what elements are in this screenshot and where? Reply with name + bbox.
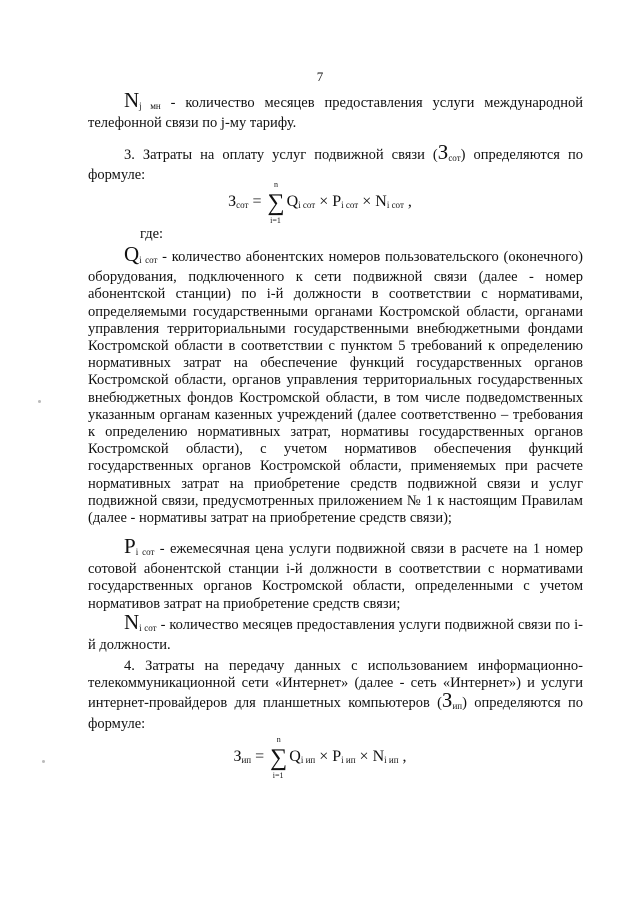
- definition-text: - количество месяцев предоставления услуги подвижной связи по i-й должности.: [88, 617, 584, 654]
- page-number: 7: [316, 69, 324, 84]
- formula-tail: ,: [398, 748, 407, 765]
- symbol-q-subscript: i сот: [139, 255, 158, 265]
- paragraph-text: 3. Затраты на оплату услуг подвижной связи (: [124, 147, 438, 163]
- formula-tail: ,: [403, 193, 412, 210]
- sum-lower-limit: i=1: [270, 216, 281, 225]
- symbol-z-subscript: сот: [448, 153, 461, 163]
- sum-upper-limit: n: [274, 180, 279, 189]
- definition-text: - ежемесячная цена услуги подвижной связи в расчете на 1 номер сотовой абонентской станции i-й должности в соответствии с нормативами государственных органов Костромской области, определенными с учетом нормативов затрат на приобретение средств связи;: [88, 541, 583, 612]
- definition-text: - количество абонентских номеров пользовательского (оконечного) оборудования, подключенного к сети подвижной связи (далее - номер абонентской станции) по i-й должности в соответствии с нормативами, определяемыми государственными органами Костромской области, органами управления территориальными государственными внебюджетными фондами Костромской области в соответствии с пунктом 5 требований к определению нормативных затрат на обеспечение функций государственных органов Костромской области, органов управления территориальных государственных внебюджетных фондов Костромской области, в том числе подведомственных указанным органам казенных учреждений (далее соответственно – требования к определению нормативных затрат, нормативы государственных органов Костромской области), с учетом нормативов обеспечения функций государственных органов Костромской области, применяемых при расчете нормативных затрат на приобретение средств подвижной связи и услуг подвижной связи, предусмотренных приложением № 1 к настоящим Правилам (далее - нормативы затрат на приобретение средств связи);: [88, 249, 583, 527]
- formula-times: ×: [315, 193, 333, 210]
- definition-n: [88, 610, 584, 654]
- definition-q: [88, 242, 583, 527]
- formula-n: N: [372, 748, 385, 765]
- formula-lhs: З: [228, 193, 237, 210]
- symbol-z: З: [441, 688, 453, 713]
- formula-n: N: [375, 193, 387, 210]
- formula-q: Q: [289, 748, 301, 765]
- paragraph-n-jmn: [88, 88, 583, 132]
- symbol-n-subscript: i сот: [139, 623, 157, 633]
- symbol-p: P: [124, 534, 136, 558]
- scan-dot: [42, 760, 45, 763]
- formula-q-subscript: i сот: [298, 200, 316, 210]
- symbol-z: З: [437, 140, 449, 164]
- formula-n-subscript: i сот: [386, 200, 404, 210]
- paragraph-text: 4. Затраты на передачу данных с использованием информационно-телекоммуникационной сети «Интернет» (далее - сеть «Интернет») и услуги интернет-провайдеров для планшетных компьютеров (: [88, 658, 583, 712]
- symbol-n-subscript: j мн: [139, 101, 161, 111]
- sum-sign: ∑ n i=1: [270, 745, 287, 772]
- sum-sign: ∑ n i=1: [267, 190, 284, 217]
- formula-lhs-subscript: ип: [241, 755, 252, 765]
- symbol-n: N: [124, 610, 140, 634]
- symbol-n: N: [124, 88, 140, 112]
- formula-n-subscript: i ип: [384, 755, 399, 765]
- formula-times: ×: [358, 193, 376, 210]
- formula-p-subscript: i ип: [341, 755, 356, 765]
- formula-lhs: З: [233, 748, 242, 765]
- symbol-p-subscript: i сот: [135, 547, 155, 557]
- formula-q-subscript: i ип: [300, 755, 316, 765]
- formula-times: ×: [355, 748, 373, 765]
- formula-times: ×: [315, 748, 333, 765]
- definition-p: [88, 534, 583, 613]
- sum-upper-limit: n: [276, 735, 281, 744]
- formula-equals: =: [248, 193, 266, 210]
- formula-internet-costs: [0, 735, 640, 780]
- sum-lower-limit: i=1: [272, 771, 284, 780]
- where-label: где:: [140, 226, 164, 242]
- paragraph-item-3: [88, 140, 584, 184]
- formula-q: Q: [286, 193, 299, 210]
- paragraph-text: ) определяются по формуле:: [88, 147, 584, 184]
- formula-equals: =: [251, 748, 269, 765]
- paragraph-text: ) определяются по формуле:: [88, 695, 583, 732]
- symbol-q: Q: [124, 242, 140, 266]
- formula-mobile-costs: [0, 180, 640, 225]
- formula-p: P: [332, 193, 342, 210]
- formula-p: P: [332, 748, 342, 765]
- scan-dot: [38, 400, 41, 403]
- paragraph-item-4: [88, 658, 583, 733]
- paragraph-text: - количество месяцев предоставления услуги международной телефонной связи по j-му тарифу.: [88, 95, 583, 132]
- formula-lhs-subscript: сот: [236, 200, 249, 210]
- formula-p-subscript: i сот: [341, 200, 359, 210]
- symbol-z-subscript: ип: [452, 701, 463, 712]
